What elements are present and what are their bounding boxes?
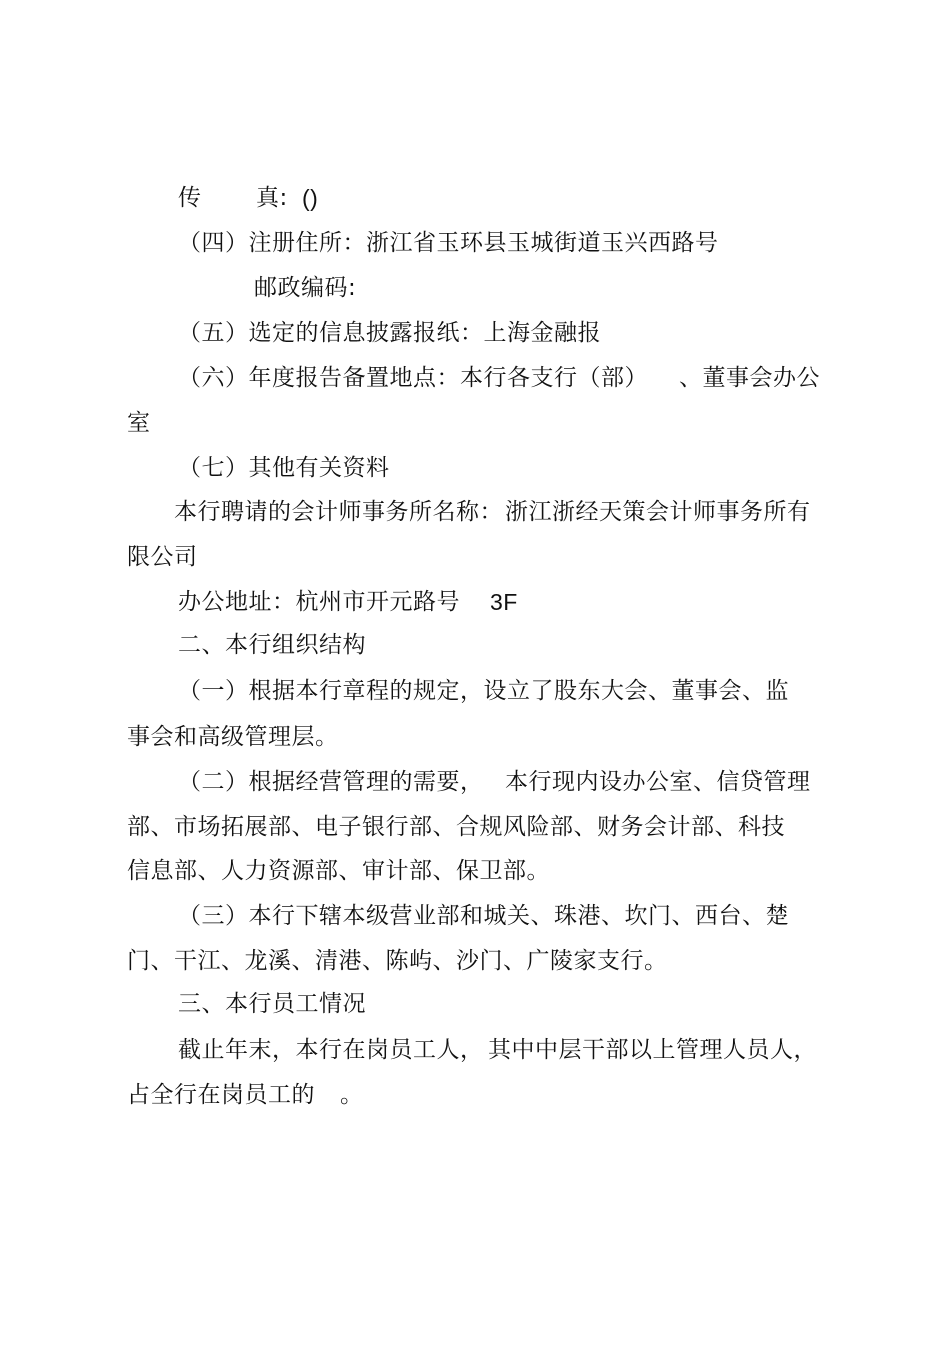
org-para-1: （一）根据本行章程的规定，设立了股东大会、董事会、监 <box>178 678 789 704</box>
section-three-heading: 三、本行员工情况 <box>178 991 366 1017</box>
report-location-end: 室 <box>127 410 151 436</box>
other-info-heading: （七）其他有关资料 <box>178 455 390 481</box>
section-two-heading: 二、本行组织结构 <box>178 632 366 658</box>
org-para-1-end: 事会和高级管理层。 <box>127 724 339 750</box>
staff-para: 截止年末，本行在岗员工人， <box>178 1037 484 1063</box>
accounting-firm-name-end: 限公司 <box>127 544 198 570</box>
registered-address: （四）注册住所：浙江省玉环县玉城街道玉兴西路号 <box>178 230 719 256</box>
office-address: 办公地址：杭州市开元路号 <box>178 589 460 615</box>
accounting-firm-name: 浙江浙经天策会计师事务所有 <box>505 499 811 525</box>
staff-para-line2: 占全行在岗员工的 <box>127 1082 315 1108</box>
org-para-2: （二）根据经营管理的需要， <box>178 769 484 795</box>
org-para-2-line2: 部、市场拓展部、电子银行部、合规风险部、财务会计部、科技 <box>127 814 785 840</box>
fax-value: () <box>302 185 319 211</box>
office-floor: 3F <box>490 589 518 615</box>
fax-label: 传 <box>178 185 202 211</box>
org-para-2-cont: 本行现内设办公室、信贷管理 <box>505 769 811 795</box>
staff-para-end: 。 <box>340 1082 364 1108</box>
disclosure-newspaper: （五）选定的信息披露报纸：上海金融报 <box>178 320 601 346</box>
fax-label-2: 真: <box>256 185 288 211</box>
report-location-cont: 、董事会办公 <box>679 365 820 391</box>
org-para-3: （三）本行下辖本级营业部和城关、珠港、坎门、西台、楚 <box>178 903 789 929</box>
staff-para-cont: 其中中层干部以上管理人员人， <box>488 1037 817 1063</box>
org-para-2-line3: 信息部、人力资源部、审计部、保卫部。 <box>127 858 550 884</box>
accounting-firm-label: 本行聘请的会计师事务所名称： <box>174 499 503 525</box>
org-para-3-end: 门、干江、龙溪、清港、陈屿、沙门、广陵家支行。 <box>127 948 668 974</box>
postal-code: 邮政编码: <box>254 275 357 301</box>
report-location: （六）年度报告备置地点：本行各支行（部） <box>178 365 648 391</box>
